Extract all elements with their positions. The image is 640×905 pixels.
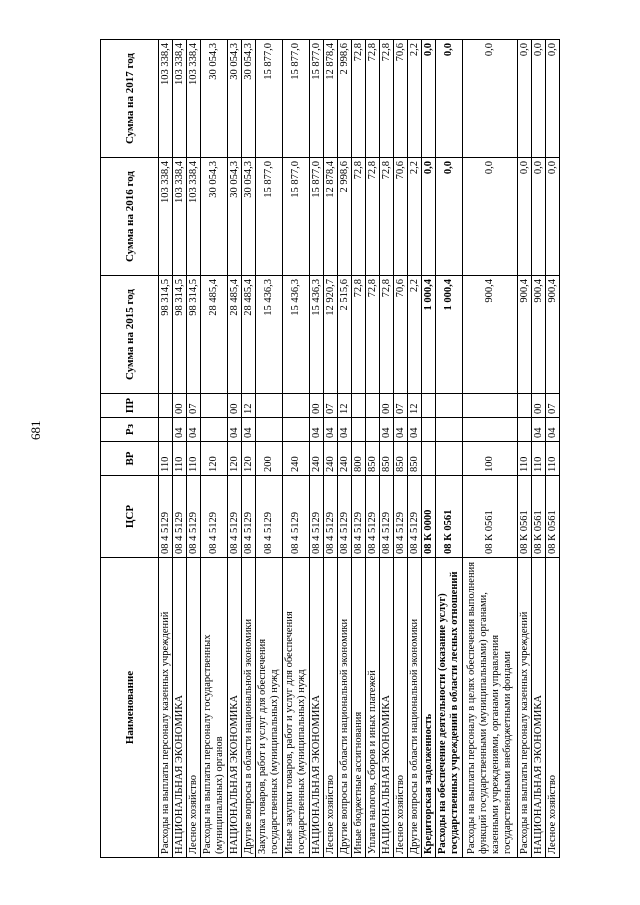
cell-rz: 04 [532, 418, 546, 442]
cell-pr: 00 [310, 394, 324, 418]
cell-y2017: 0,0 [518, 40, 532, 158]
cell-csr: 08 4 5129 [380, 476, 394, 558]
cell-csr: 08 4 5129 [310, 476, 324, 558]
budget-table [100, 39, 560, 858]
cell-y2015: 15 436,3 [256, 276, 283, 394]
cell-vr: 200 [256, 442, 283, 476]
cell-vr: 110 [173, 442, 187, 476]
cell-y2016: 103 338,4 [173, 158, 187, 276]
table-body [159, 40, 560, 858]
table-row [173, 40, 187, 858]
table-row [256, 40, 283, 858]
cell-csr: 08 К 0561 [463, 476, 518, 558]
cell-name: НАЦИОНАЛЬНАЯ ЭКОНОМИКА [532, 558, 546, 858]
header-2017: Сумма на 2017 год [101, 40, 159, 158]
cell-y2015: 900,4 [518, 276, 532, 394]
header-vr: ВР [101, 442, 159, 476]
cell-rz [463, 418, 518, 442]
table-row [380, 40, 394, 858]
cell-y2017: 103 338,4 [173, 40, 187, 158]
cell-rz: 04 [310, 418, 324, 442]
cell-y2016: 30 054,3 [228, 158, 242, 276]
cell-name: Лесное хозяйство [187, 558, 201, 858]
cell-pr: 00 [532, 394, 546, 418]
cell-pr: 12 [408, 394, 422, 418]
cell-y2017: 12 878,4 [324, 40, 338, 158]
header-rz: Рз [101, 418, 159, 442]
cell-pr [436, 394, 463, 418]
cell-csr: 08 4 5129 [173, 476, 187, 558]
cell-pr [463, 394, 518, 418]
cell-y2016: 30 054,3 [201, 158, 228, 276]
table-row [242, 40, 256, 858]
cell-rz: 04 [338, 418, 352, 442]
cell-name: НАЦИОНАЛЬНАЯ ЭКОНОМИКА [173, 558, 187, 858]
cell-y2015: 98 314,5 [159, 276, 173, 394]
cell-rz [256, 418, 283, 442]
header-name: Наименование [101, 558, 159, 858]
cell-y2016: 103 338,4 [159, 158, 173, 276]
cell-pr: 07 [394, 394, 408, 418]
cell-csr: 08 4 5129 [256, 476, 283, 558]
cell-vr: 110 [159, 442, 173, 476]
cell-y2017: 72,8 [366, 40, 380, 158]
cell-vr: 120 [201, 442, 228, 476]
cell-name: Лесное хозяйство [394, 558, 408, 858]
cell-y2015: 98 314,5 [173, 276, 187, 394]
cell-y2016: 0,0 [463, 158, 518, 276]
cell-y2017: 72,8 [352, 40, 366, 158]
header-pr: ПР [101, 394, 159, 418]
cell-name: Расходы на выплаты персоналу в целях обеспечения выполнения функций государственными (муниципальными) органами, казенными учреждениями, органами управления государственными внебюджетными фондами [463, 558, 518, 858]
cell-y2015: 28 485,4 [228, 276, 242, 394]
cell-y2015: 900,4 [532, 276, 546, 394]
cell-csr: 08 4 5129 [338, 476, 352, 558]
cell-name: Лесное хозяйство [546, 558, 560, 858]
table-row [463, 40, 518, 858]
table-header-row [101, 40, 159, 858]
cell-vr: 110 [518, 442, 532, 476]
cell-pr: 12 [338, 394, 352, 418]
cell-y2016: 2,2 [408, 158, 422, 276]
cell-y2016: 15 877,0 [256, 158, 283, 276]
cell-csr: 08 4 5129 [228, 476, 242, 558]
table-row [546, 40, 560, 858]
cell-vr [422, 442, 436, 476]
cell-name: Другие вопросы в области национальной экономики [338, 558, 352, 858]
cell-pr [256, 394, 283, 418]
table-row [408, 40, 422, 858]
cell-pr [159, 394, 173, 418]
cell-y2016: 0,0 [518, 158, 532, 276]
cell-pr: 07 [546, 394, 560, 418]
cell-y2015: 70,6 [394, 276, 408, 394]
cell-y2017: 0,0 [546, 40, 560, 158]
cell-csr: 08 4 5129 [366, 476, 380, 558]
cell-y2017: 15 877,0 [310, 40, 324, 158]
table-row [518, 40, 532, 858]
rotated-table-wrapper [100, 40, 558, 858]
cell-y2015: 72,8 [352, 276, 366, 394]
cell-pr: 07 [324, 394, 338, 418]
cell-pr [518, 394, 532, 418]
cell-pr [352, 394, 366, 418]
cell-rz [283, 418, 310, 442]
cell-name: Расходы на выплаты персоналу государственных (муниципальных) органов [201, 558, 228, 858]
cell-pr [366, 394, 380, 418]
table-row [394, 40, 408, 858]
cell-rz: 04 [242, 418, 256, 442]
cell-vr: 120 [228, 442, 242, 476]
cell-vr: 850 [394, 442, 408, 476]
cell-pr: 00 [228, 394, 242, 418]
cell-name: Иные закупки товаров, работ и услуг для обеспечения государственных (муниципальных) нужд [283, 558, 310, 858]
cell-y2015: 900,4 [546, 276, 560, 394]
cell-y2015: 28 485,4 [201, 276, 228, 394]
cell-y2015: 28 485,4 [242, 276, 256, 394]
cell-rz [518, 418, 532, 442]
cell-rz [422, 418, 436, 442]
cell-name: НАЦИОНАЛЬНАЯ ЭКОНОМИКА [380, 558, 394, 858]
cell-y2016: 103 338,4 [187, 158, 201, 276]
cell-name: Расходы на обеспечение деятельности (оказание услуг) государственных учреждений в области лесных отношений [436, 558, 463, 858]
cell-vr: 240 [324, 442, 338, 476]
cell-name: Иные бюджетные ассигнования [352, 558, 366, 858]
cell-csr: 08 4 5129 [159, 476, 173, 558]
cell-y2017: 0,0 [463, 40, 518, 158]
table-row [352, 40, 366, 858]
cell-y2017: 2 998,6 [338, 40, 352, 158]
cell-y2017: 15 877,0 [283, 40, 310, 158]
cell-y2015: 72,8 [380, 276, 394, 394]
cell-csr: 08 4 5129 [352, 476, 366, 558]
cell-name: Закупка товаров, работ и услуг для обеспечения государственных (муниципальных) нужд [256, 558, 283, 858]
cell-name: НАЦИОНАЛЬНАЯ ЭКОНОМИКА [310, 558, 324, 858]
cell-vr: 120 [242, 442, 256, 476]
cell-pr: 07 [187, 394, 201, 418]
cell-pr [201, 394, 228, 418]
cell-csr: 08 К 0561 [436, 476, 463, 558]
cell-vr: 100 [463, 442, 518, 476]
cell-pr: 12 [242, 394, 256, 418]
cell-y2016: 12 878,4 [324, 158, 338, 276]
cell-vr: 850 [366, 442, 380, 476]
cell-y2015: 1 000,4 [422, 276, 436, 394]
cell-rz: 04 [380, 418, 394, 442]
cell-y2016: 15 877,0 [283, 158, 310, 276]
cell-name: Лесное хозяйство [324, 558, 338, 858]
cell-pr: 00 [380, 394, 394, 418]
header-2015: Сумма на 2015 год [101, 276, 159, 394]
cell-y2017: 0,0 [422, 40, 436, 158]
cell-vr: 850 [408, 442, 422, 476]
cell-pr: 00 [173, 394, 187, 418]
cell-csr: 08 К 0561 [546, 476, 560, 558]
cell-y2015: 72,8 [366, 276, 380, 394]
cell-rz [436, 418, 463, 442]
cell-rz [201, 418, 228, 442]
cell-csr: 08 К 0000 [422, 476, 436, 558]
cell-y2017: 70,6 [394, 40, 408, 158]
cell-csr: 08 4 5129 [283, 476, 310, 558]
table-row [228, 40, 242, 858]
cell-pr [283, 394, 310, 418]
table-row [532, 40, 546, 858]
cell-vr: 240 [310, 442, 324, 476]
cell-rz: 04 [546, 418, 560, 442]
cell-rz [366, 418, 380, 442]
cell-name: Расходы на выплаты персоналу казенных учреждений [518, 558, 532, 858]
cell-y2016: 30 054,3 [242, 158, 256, 276]
table-row [324, 40, 338, 858]
cell-rz: 04 [228, 418, 242, 442]
cell-name: Расходы на выплаты персоналу казенных учреждений [159, 558, 173, 858]
cell-y2015: 98 314,5 [187, 276, 201, 394]
cell-pr [422, 394, 436, 418]
cell-y2015: 900,4 [463, 276, 518, 394]
cell-name: Уплата налогов, сборов и иных платежей [366, 558, 380, 858]
cell-y2017: 0,0 [436, 40, 463, 158]
cell-name: Кредиторская задолженность [422, 558, 436, 858]
cell-name: НАЦИОНАЛЬНАЯ ЭКОНОМИКА [228, 558, 242, 858]
cell-y2016: 0,0 [546, 158, 560, 276]
cell-vr: 240 [283, 442, 310, 476]
cell-csr: 08 К 0561 [518, 476, 532, 558]
table-row [436, 40, 463, 858]
header-csr: ЦСР [101, 476, 159, 558]
table-row [201, 40, 228, 858]
table-row [422, 40, 436, 858]
cell-name: Другие вопросы в области национальной экономики [242, 558, 256, 858]
cell-vr: 800 [352, 442, 366, 476]
cell-vr [436, 442, 463, 476]
cell-y2017: 30 054,3 [242, 40, 256, 158]
cell-rz: 04 [324, 418, 338, 442]
cell-csr: 08 4 5129 [242, 476, 256, 558]
cell-y2015: 2,2 [408, 276, 422, 394]
cell-y2016: 0,0 [436, 158, 463, 276]
cell-csr: 08 4 5129 [201, 476, 228, 558]
table-row [338, 40, 352, 858]
cell-y2017: 103 338,4 [159, 40, 173, 158]
cell-rz [159, 418, 173, 442]
cell-y2017: 30 054,3 [228, 40, 242, 158]
page-number: 681 [28, 420, 43, 440]
cell-csr: 08 4 5129 [394, 476, 408, 558]
cell-y2015: 12 920,7 [324, 276, 338, 394]
cell-y2016: 72,8 [352, 158, 366, 276]
cell-y2016: 72,8 [366, 158, 380, 276]
cell-y2016: 70,6 [394, 158, 408, 276]
cell-y2015: 1 000,4 [436, 276, 463, 394]
cell-y2016: 0,0 [422, 158, 436, 276]
cell-y2016: 2 998,6 [338, 158, 352, 276]
cell-rz: 04 [173, 418, 187, 442]
cell-vr: 110 [532, 442, 546, 476]
cell-y2015: 15 436,3 [310, 276, 324, 394]
cell-vr: 110 [187, 442, 201, 476]
cell-rz [352, 418, 366, 442]
cell-y2016: 15 877,0 [310, 158, 324, 276]
cell-y2017: 2,2 [408, 40, 422, 158]
cell-vr: 240 [338, 442, 352, 476]
table-row [283, 40, 310, 858]
cell-name: Другие вопросы в области национальной экономики [408, 558, 422, 858]
cell-vr: 850 [380, 442, 394, 476]
cell-csr: 08 4 5129 [187, 476, 201, 558]
cell-rz: 04 [187, 418, 201, 442]
cell-vr: 110 [546, 442, 560, 476]
cell-y2017: 30 054,3 [201, 40, 228, 158]
cell-y2016: 72,8 [380, 158, 394, 276]
table-row [310, 40, 324, 858]
cell-csr: 08 4 5129 [324, 476, 338, 558]
header-2016: Сумма на 2016 год [101, 158, 159, 276]
cell-y2017: 0,0 [532, 40, 546, 158]
cell-csr: 08 4 5129 [408, 476, 422, 558]
cell-rz: 04 [394, 418, 408, 442]
cell-y2017: 103 338,4 [187, 40, 201, 158]
cell-y2015: 15 436,3 [283, 276, 310, 394]
cell-rz: 04 [408, 418, 422, 442]
table-row [159, 40, 173, 858]
cell-csr: 08 К 0561 [532, 476, 546, 558]
cell-y2017: 15 877,0 [256, 40, 283, 158]
cell-y2016: 0,0 [532, 158, 546, 276]
cell-y2015: 2 515,6 [338, 276, 352, 394]
table-row [366, 40, 380, 858]
table-row [187, 40, 201, 858]
cell-y2017: 72,8 [380, 40, 394, 158]
